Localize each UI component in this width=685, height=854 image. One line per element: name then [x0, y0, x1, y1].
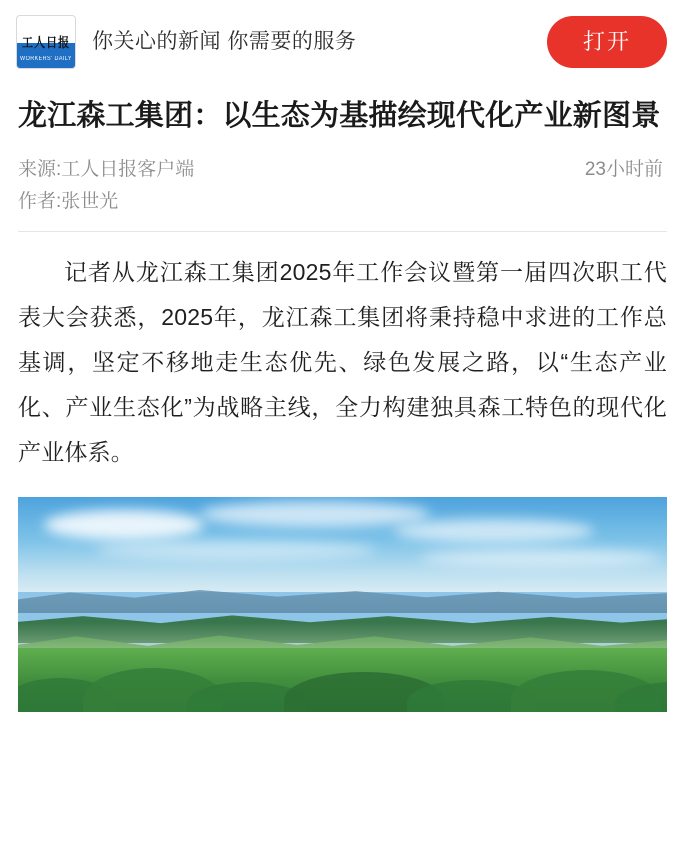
open-app-button[interactable]: 打开: [547, 16, 667, 68]
photo-cloud: [44, 510, 204, 540]
app-promo-bar: [0, 0, 685, 82]
forest-landscape-photo: [18, 497, 667, 712]
article-source: 来源:工人日报客户端: [18, 159, 195, 180]
page-title: 龙江森工集团：以生态为基描绘现代化产业新图景: [18, 100, 661, 132]
article-author: 作者:张世光: [18, 191, 119, 212]
photo-cloud: [96, 540, 376, 560]
article-timestamp: 23小时前: [584, 159, 663, 180]
app-slogan: 你关心的新闻 你需要的服务: [92, 30, 357, 53]
photo-haze: [18, 622, 667, 648]
meta-divider: [18, 231, 667, 232]
photo-cloud: [394, 519, 594, 543]
logo-cn-text: 工人日报: [21, 35, 71, 50]
workers-daily-logo: [16, 15, 76, 69]
logo-en-text: WORKERS' DAILY: [20, 56, 72, 62]
article-meta: [18, 155, 667, 185]
article-container: [0, 96, 685, 712]
photo-cloud: [420, 549, 660, 567]
article-paragraph: 记者从龙江森工集团2025年工作会议暨第一届四次职工代表大会获悉，2025年，龙江森工集团将秉持稳中求进的工作总基调，坚定不移地走生态优先、绿色发展之路，以“生态产业化、产业生态化”为战略主线，全力构建独具森工特色的现代化产业体系。: [18, 259, 667, 465]
